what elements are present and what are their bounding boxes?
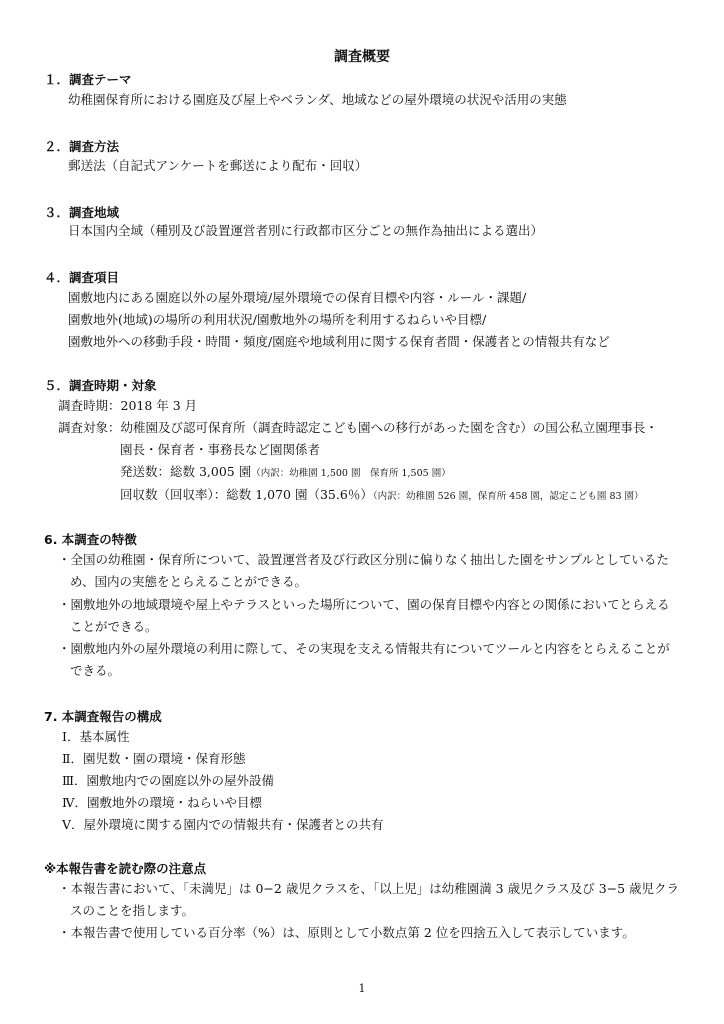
section-1-heading: １．調査テーマ xyxy=(44,72,132,87)
note-line: ・本報告書において、「未満児」は 0−2 歳児クラスを、「以上児」は幼稚園満 3 歳児クラス及び 3−5 歳児クラ xyxy=(58,881,680,896)
feature-line: ・園敷地外の地域環境や屋上やテラスといった場所について、園の保育目標や内容との関係においてとらえる xyxy=(58,597,670,612)
section-4-line: 園敷地外への移動手段・時間・頻度/園庭や地域利用に関する保育者間・保護者との情報共有など xyxy=(68,334,610,349)
section-6-heading: 6. 本調査の特徴 xyxy=(44,532,137,547)
feature-line: ことができる。 xyxy=(70,619,158,634)
feature-line: できる。 xyxy=(70,663,121,678)
section-4-line: 園敷地内にある園庭以外の屋外環境/屋外環境での保育目標や内容・ルール・課題/ xyxy=(68,290,527,305)
section-4-heading: ４．調査項目 xyxy=(44,270,120,285)
section-2-body: 郵送法（自記式アンケートを郵送により配布・回収） xyxy=(68,158,368,173)
section-3-body: 日本国内全域（種別及び設置運営者別に行政都市区分ごとの無作為抽出による選出） xyxy=(68,223,544,238)
sent-count-detail: （内訳：幼稚園 1,500 園 保育所 1,505 園） xyxy=(251,468,451,479)
page-number: 1 xyxy=(358,982,366,995)
page-title: 調査概要 xyxy=(334,49,390,65)
section-7-heading: 7. 本調査報告の構成 xyxy=(44,709,162,724)
structure-item: Ⅴ．屋外環境に関する園内での情報共有・保護者との共有 xyxy=(62,817,384,832)
structure-item: Ⅳ．園敷地外の環境・ねらいや目標 xyxy=(62,795,262,810)
notes-heading: ※本報告書を読む際の注意点 xyxy=(44,861,207,876)
sent-count xyxy=(120,464,451,482)
note-line: ・本報告書で使用している百分率（%）は、原則として小数点第 2 位を四捨五入して表示しています。 xyxy=(58,925,635,940)
received-count xyxy=(120,487,644,505)
structure-item: Ⅱ．園児数・園の環境・保育形態 xyxy=(62,751,246,766)
survey-target: 調査対象：幼稚園及び認可保育所（調査時認定こども園への移行があった園を含む）の国公私立園理事長・ xyxy=(58,420,658,435)
structure-item: Ⅰ．基本属性 xyxy=(62,729,130,744)
feature-line: ・全国の幼稚園・保育所について、設置運営者及び行政区分別に偏りなく抽出した園をサンプルとしているた xyxy=(58,552,669,567)
sent-count-main: 発送数：総数 3,005 園 xyxy=(120,464,252,479)
section-3-heading: ３．調査地域 xyxy=(44,205,120,220)
structure-item: Ⅲ．園敷地内での園庭以外の屋外設備 xyxy=(62,773,275,788)
section-4-line: 園敷地外(地域)の場所の利用状況/園敷地外の場所を利用するねらいや目標/ xyxy=(68,312,487,327)
survey-period: 調査時期：2018 年 3 月 xyxy=(58,398,198,413)
feature-line: ・園敷地内外の屋外環境の利用に際して、その実現を支える情報共有についてツールと内容をとらえることが xyxy=(58,641,670,656)
section-5-heading: ５．調査時期・対象 xyxy=(44,378,157,393)
section-1-body: 幼稚園保育所における園庭及び屋上やベランダ、地域などの屋外環境の状況や活用の実態 xyxy=(68,92,567,107)
survey-target-cont: 園長・保育者・事務長など園関係者 xyxy=(120,442,321,457)
received-count-main: 回収数（回収率）：総数 1,070 園（35.6％） xyxy=(120,487,373,502)
section-2-heading: ２．調査方法 xyxy=(44,139,120,154)
note-line: スのことを指します。 xyxy=(70,903,195,918)
feature-line: め、国内の実態をとらえることができる。 xyxy=(70,574,308,589)
received-count-detail: （内訳：幼稚園 526 園，保育所 458 園，認定こども園 83 園） xyxy=(372,491,644,502)
